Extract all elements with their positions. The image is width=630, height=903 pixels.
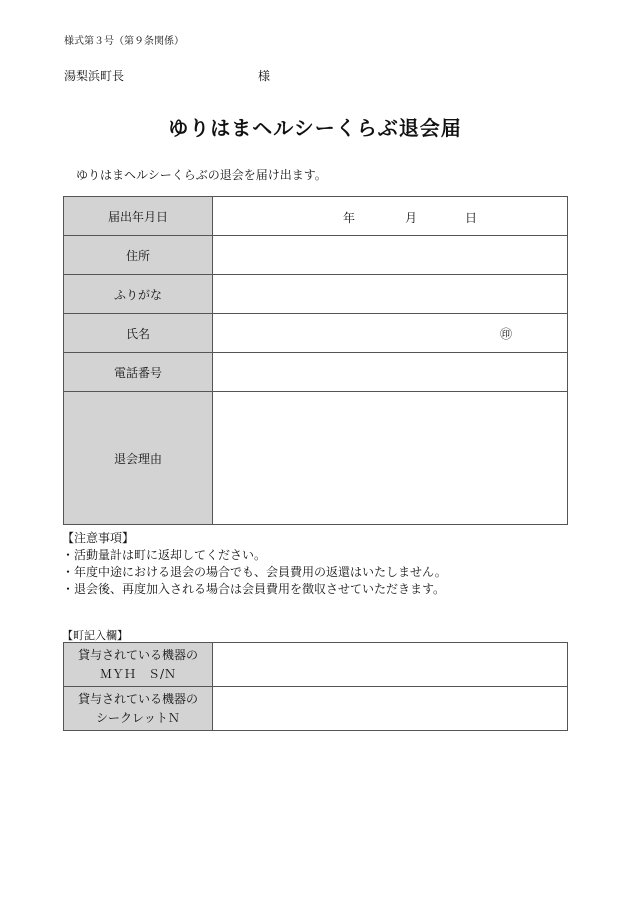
seal-icon: ㊞ bbox=[500, 327, 513, 341]
page-title: ゆりはまヘルシーくらぶ退会届 bbox=[168, 116, 462, 140]
office-label-serial-line2: ＭＹＨ Ｓ/Ｎ bbox=[99, 666, 177, 681]
intro-text: ゆりはまヘルシーくらぶの退会を届け出ます。 bbox=[76, 168, 327, 182]
office-row-secret bbox=[64, 687, 568, 731]
form-row-date bbox=[64, 197, 568, 236]
form-row-name bbox=[64, 314, 568, 353]
date-year-mark: 年 bbox=[343, 211, 356, 225]
office-use-table bbox=[63, 642, 568, 731]
office-label-secret-line1: 貸与されている機器の bbox=[77, 691, 198, 706]
addressee: 湯梨浜町長 bbox=[64, 69, 125, 83]
form-field-phone[interactable] bbox=[213, 353, 568, 392]
office-label-serial bbox=[64, 643, 213, 687]
office-field-secret[interactable] bbox=[213, 687, 568, 731]
form-number: 様式第３号（第９条関係） bbox=[64, 36, 184, 47]
form-field-name[interactable] bbox=[213, 314, 568, 353]
note-item: ・活動量計は町に返却してください。 bbox=[62, 548, 267, 562]
form-label-name: 氏名 bbox=[64, 314, 213, 353]
form-label-date: 届出年月日 bbox=[64, 197, 213, 236]
date-month-mark: 月 bbox=[405, 211, 418, 225]
office-row-serial bbox=[64, 643, 568, 687]
form-field-date[interactable] bbox=[213, 197, 568, 236]
office-use-heading: 【町記入欄】 bbox=[62, 629, 128, 642]
office-field-serial[interactable] bbox=[213, 643, 568, 687]
form-field-furigana[interactable] bbox=[213, 275, 568, 314]
note-item: ・退会後、再度加入される場合は会員費用を徴収させていただきます。 bbox=[62, 582, 446, 596]
note-item: ・年度中途における退会の場合でも、会員費用の返還はいたしません。 bbox=[62, 565, 447, 579]
form-field-address[interactable] bbox=[213, 236, 568, 275]
office-label-secret bbox=[64, 687, 213, 731]
form-field-reason[interactable] bbox=[213, 392, 568, 525]
form-label-reason: 退会理由 bbox=[64, 392, 213, 525]
office-label-secret-line2: シークレットＮ bbox=[96, 710, 180, 725]
form-label-phone: 電話番号 bbox=[64, 353, 213, 392]
form-label-furigana: ふりがな bbox=[64, 275, 213, 314]
application-form-table bbox=[63, 196, 568, 525]
notes-heading: 【注意事項】 bbox=[62, 531, 135, 545]
date-day-mark: 日 bbox=[465, 211, 478, 225]
form-row-reason bbox=[64, 392, 568, 525]
notes-section bbox=[62, 530, 447, 598]
form-label-address: 住所 bbox=[64, 236, 213, 275]
office-label-serial-line1: 貸与されている機器の bbox=[77, 647, 198, 662]
form-row-address bbox=[64, 236, 568, 275]
form-row-phone bbox=[64, 353, 568, 392]
form-row-furigana bbox=[64, 275, 568, 314]
honorific: 様 bbox=[258, 69, 271, 83]
